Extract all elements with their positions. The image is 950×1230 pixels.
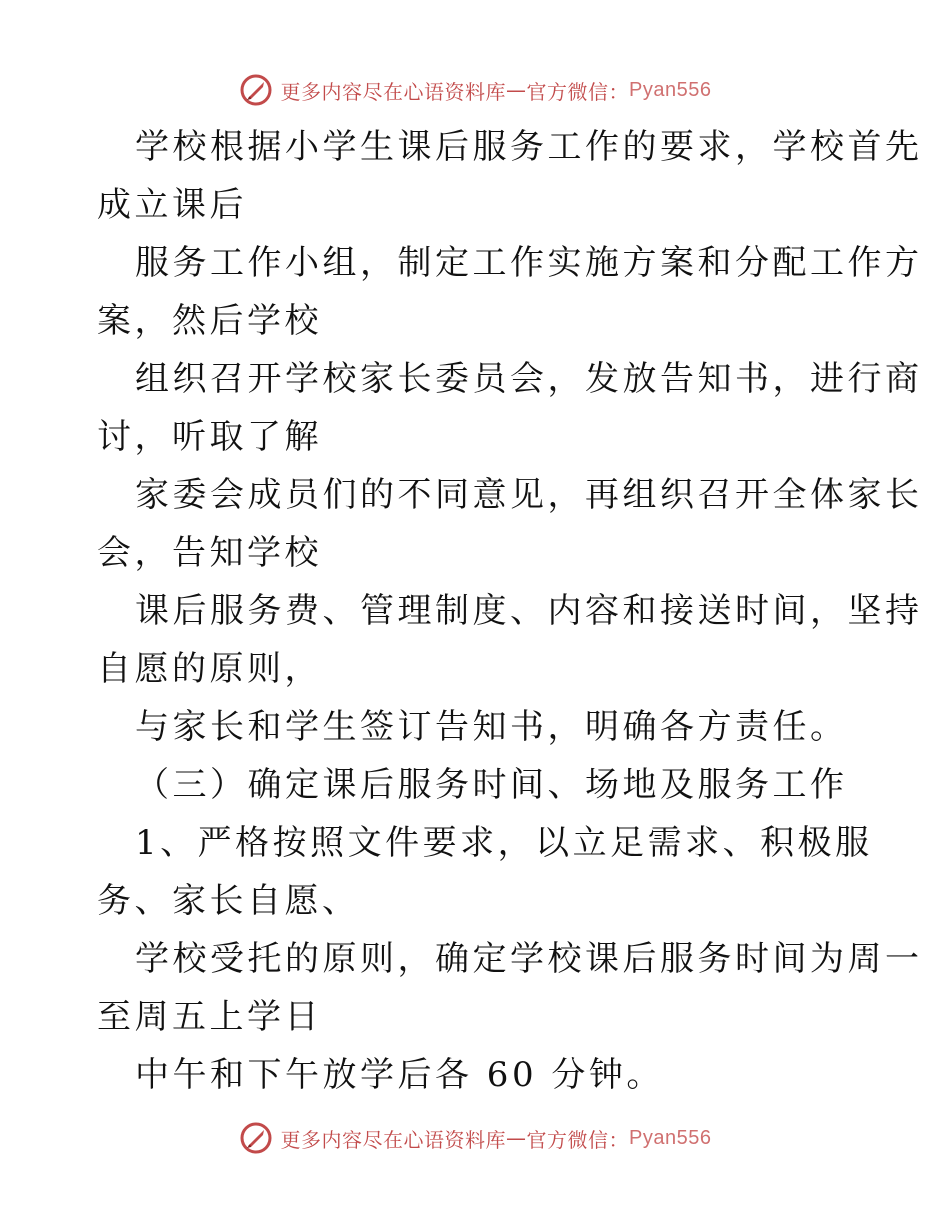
body-line: 课后服务费、管理制度、内容和接送时间，坚持 — [135, 591, 923, 631]
watermark-separator: — — [506, 1126, 527, 1150]
watermark-main-text: 更多内容尽在心语资料库 — [280, 79, 507, 104]
body-line: 成立课后 — [97, 185, 247, 225]
body-line: 服务工作小组，制定工作实施方案和分配工作方 — [135, 243, 923, 283]
body-line: 案，然后学校 — [97, 301, 322, 341]
body-line: 组织召开学校家长委员会，发放告知书，进行商 — [135, 359, 923, 399]
pen-logo-icon — [239, 1121, 273, 1155]
document-body — [97, 118, 923, 1104]
header-watermark — [0, 70, 950, 110]
watermark-id: Pyan556 — [629, 78, 712, 101]
body-line: 自愿的原则， — [97, 649, 322, 689]
body-line: 会，告知学校 — [97, 533, 322, 573]
footer-watermark — [0, 1118, 950, 1158]
body-line: 学校受托的原则，确定学校课后服务时间为周一 — [135, 939, 923, 979]
body-line: 与家长和学生签订告知书，明确各方责任。 — [135, 707, 848, 747]
watermark-label: 官方微信： — [526, 79, 630, 104]
watermark-label: 官方微信： — [526, 1127, 630, 1152]
body-line: 学校根据小学生课后服务工作的要求，学校首先 — [135, 127, 923, 167]
watermark-main-text: 更多内容尽在心语资料库 — [280, 1127, 507, 1152]
watermark-id: Pyan556 — [629, 1126, 712, 1149]
body-line: 讨，听取了解 — [97, 417, 322, 457]
body-line: 至周五上学日 — [97, 997, 322, 1037]
section-heading: （三）确定课后服务时间、场地及服务工作 — [135, 765, 848, 805]
body-line: 家委会成员们的不同意见，再组织召开全体家长 — [135, 475, 923, 515]
watermark-separator: — — [506, 78, 527, 102]
body-line: 中午和下午放学后各 60 分钟。 — [135, 1055, 664, 1095]
pen-logo-icon — [239, 73, 273, 107]
body-line: 1、严格按照文件要求，以立足需求、积极服 — [135, 823, 873, 863]
body-line: 务、家长自愿、 — [97, 881, 360, 921]
